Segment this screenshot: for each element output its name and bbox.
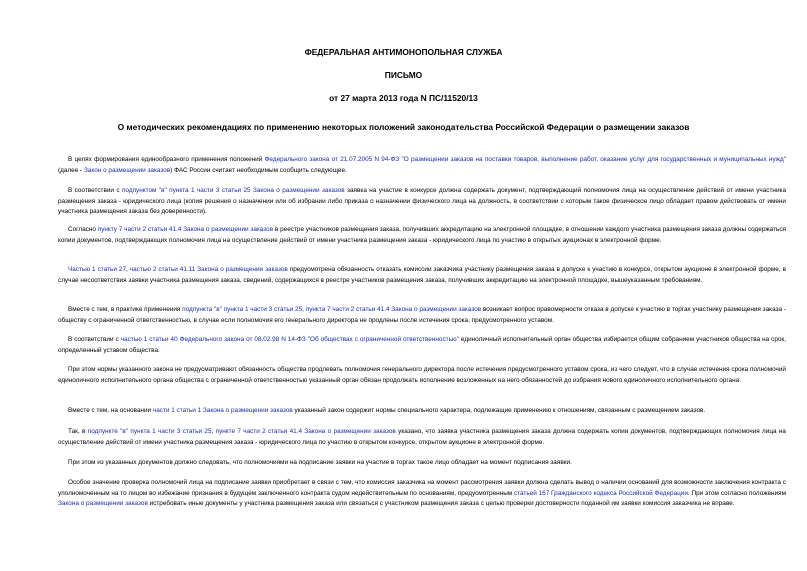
law-reference-link[interactable]: Закона о размещении заказов [58, 500, 148, 507]
paragraph-text: . При этом согласно положениям [687, 489, 786, 497]
paragraph-2 [58, 186, 786, 218]
law-reference-link[interactable]: пункту 7 части 2 статьи 41.4 Закона о размещении заказов [97, 226, 274, 233]
paragraph-text: в реестре участников размещения заказа, получивших аккредитацию на электронной площадке, в отношении каждого участника размещения заказа должны содержаться копии документов, подтверждающих полномочия лица на осуществление действий от имени участника размещения заказа - юридического лица по участию в открытых аукционах в электронной форме. [58, 226, 786, 244]
paragraph-text: Вместе с тем, в практике применения [68, 306, 183, 313]
law-reference-link[interactable]: Федерального закона от 21.07.2005 N 94-ФЗ "О размещении заказов на поставки товаров, выполнение работ, оказание услуг для государственных и муниципальных нужд" [264, 156, 786, 163]
law-reference-link[interactable]: подпункта "в" пункта 1 части 3 статьи 25 [182, 306, 303, 313]
law-reference-link[interactable]: части 1 статьи 1 Закона о размещении заказов [152, 407, 293, 414]
paragraph-3 [58, 225, 786, 246]
paragraph-text: В соответствии с [68, 336, 121, 343]
paragraph-text: Согласно [68, 226, 98, 233]
paragraph-7 [58, 365, 786, 386]
law-reference-link[interactable]: пункта 7 части 2 статьи 41.4 Закона о размещении заказов [305, 306, 482, 313]
law-reference-link[interactable]: статьей 167 Гражданского кодекса Российской Федерации [513, 489, 688, 497]
doc-title: О методических рекомендациях по применению некоторых положений законодательства Российской Федерации о размещении заказов [117, 122, 690, 132]
law-reference-link[interactable]: частью 1 статьи 40 Федерального закона от 08.02.98 N 14-ФЗ "Об обществах с ограниченной ответственностью" [120, 336, 459, 343]
paragraph-11 [58, 478, 786, 510]
law-reference-link[interactable]: пункте 7 части 2 статьи 41.4 Закона о размещении заказов [215, 428, 396, 435]
paragraph-text: единоличный исполнительный орган общества избирается общим собранием участников общества на срок, определенный уставом общества. [58, 336, 787, 354]
paragraph-8 [58, 406, 786, 417]
paragraph-5 [58, 305, 786, 326]
paragraph-text: Так, в [68, 428, 88, 435]
paragraph-text: указано, что заявка участника размещения заказа должна содержать копии документов, подтверждающих полномочия лица на осуществление действий от имени участника размещения заказа - юридического лица по участию в открытом конкурсе, открытом аукционе в электронной форме. [58, 428, 786, 446]
doc-type: ПИСЬМО [384, 70, 423, 80]
paragraph-4 [58, 265, 786, 286]
paragraph-text: , [126, 266, 130, 273]
paragraph-text: возникает вопрос правомерности отказа в допуске к участию в торгах участнику размещения заказа - обществу с ограниченной ответственностью, в случае если полномочия его генерального директора не продлены после истечения срока, предусмотренного уставом. [58, 306, 786, 324]
paragraph-10 [58, 458, 786, 469]
paragraph-6 [58, 335, 786, 356]
law-reference-link[interactable]: подпунктом "в" пункта 1 части 3 статьи 25 Закона о размещении заказов [121, 187, 345, 194]
paragraph-text: истребовать иные документы у участника размещения заказа или связаться с участником размещения заказа с целью проверки достоверности поданной им заявки комиссия заказчика не вправе. [147, 500, 735, 507]
paragraph-text: (далее - [58, 166, 84, 174]
paragraph-text: При этом нормы указанного закона не предусматривают обязанность общества продлевать полномочия генерального директора после истечения предусмотренного уставом срока, из чего следует, что в случае истечения срока полномочий единоличного исполнительного органа общества с ограниченной ответственностью указанный орган обязан продолжать исполнение возложенных на него обязанностей до избрания нового единоличного исполнительного органа. [58, 366, 786, 384]
paragraph-text: Особое значение проверка полномочий лица на подписание заявки приобретает в связи с тем, что комиссия заказчика на момент рассмотрения заявки должна сделать вывод о наличии оснований для возможности заключения контракта с уполномоченным на то лицом во избежание признания в будущем заключенного контракта судом недействительным по основаниям, предусмотренным [58, 479, 786, 497]
paragraph-text: Вместе с тем, на основании [68, 407, 153, 414]
paragraph-text: ) ФАС России считает необходимым сообщить следующее. [170, 166, 347, 174]
paragraph-9 [58, 427, 786, 448]
paragraph-text: предусмотрена обязанность отказать комиссии заказчика участнику размещения заказа в допуске к участию в конкурсе, открытом аукционе в электронной форме, в случае несоответствия заявки участника размещения заказа, сведений, содержащихся в реестре участников размещения заказа, получивших аккредитацию на электронной площадке, вышеуказанным требованиям. [58, 266, 786, 284]
paragraph-1 [58, 155, 786, 176]
doc-date-number: от 27 марта 2013 года N ПС/11520/13 [329, 93, 478, 103]
paragraph-text: , [302, 306, 306, 313]
paragraph-text: При этом из указанных документов должно следовать, что полномочиями на подписание заявки на участие в торгах такое лицо обладает на момент подписания заявки. [68, 459, 572, 466]
paragraph-text: заявка на участие в конкурсе должна содержать документ, подтверждающий полномочия лица на осуществление действий от имени участника размещения заказа - юридического лица (копия решения о назначении или об избрании либо приказа о назначении физического лица на должность, в соответствии с которым такое физическое лицо обладает правом действовать от имени участника размещения заказа без доверенности). [58, 187, 786, 215]
paragraph-text: В целях формирования единообразного применения положений [68, 156, 265, 163]
law-reference-link[interactable]: частью 2 статьи 41.11 Закона о размещении заказов [129, 266, 288, 273]
law-reference-link[interactable]: Закон о размещении заказов [83, 166, 171, 174]
agency-name: ФЕДЕРАЛЬНАЯ АНТИМОНОПОЛЬНАЯ СЛУЖБА [304, 47, 503, 57]
paragraph-text: , [211, 428, 216, 435]
law-reference-link[interactable]: подпункте "в" пункта 1 части 3 статьи 25 [87, 428, 212, 435]
paragraph-text: указанный закон содержит нормы специального характера, подлежащие применению к отношениям, связанным с размещением заказов. [292, 407, 706, 414]
law-reference-link[interactable]: Частью 1 статьи 27 [68, 266, 127, 273]
paragraph-text: В соответствии с [68, 187, 122, 194]
